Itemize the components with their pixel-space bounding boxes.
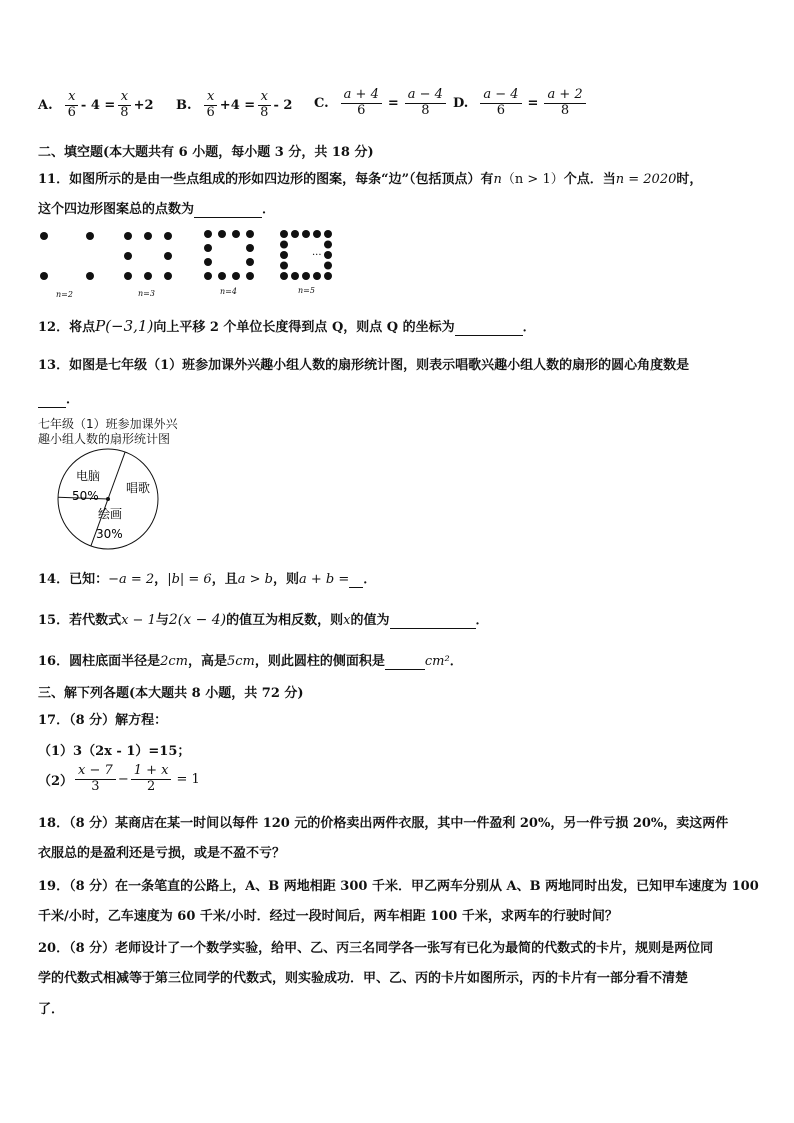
question-16: 16．圆柱底面半径是2cm，高是5cm，则此圆柱的侧面积是 cm²． bbox=[38, 654, 463, 669]
answer-blank[interactable] bbox=[38, 392, 66, 408]
option-label: A. bbox=[38, 97, 53, 113]
fraction: $\frac{a + 4}{6}$ bbox=[341, 88, 382, 119]
question-17-part2: （2） $\frac{x - 7}{3}$ − $\frac{1 + x}{2}$ = 1 bbox=[38, 763, 200, 794]
slice-value-computer: 50% bbox=[72, 489, 99, 503]
operator: - 4 = bbox=[80, 97, 116, 113]
answer-blank[interactable] bbox=[455, 320, 523, 336]
pie-center bbox=[106, 497, 110, 501]
question-19: 19．（8 分）在一条笔直的公路上，A、B 两地相距 300 千米．甲乙两车分别从 A、B 两地同时出发，已知甲车速度为 100 bbox=[38, 879, 759, 894]
question-19-line2: 千米/小时，乙车速度为 60 千米/小时．经过一段时间后，两车相距 100 千米，求两车的行驶时间？ bbox=[38, 909, 618, 924]
question-14: 14．已知：−a = 2，|b| = 6，且a > b，则a + b = ． bbox=[38, 572, 377, 587]
fraction: $\frac{a + 2}{8}$ bbox=[544, 88, 585, 119]
option-a bbox=[38, 90, 154, 121]
question-11: 11．如图所示的是由一些点组成的形如四边形的图案，每条“边”（包括顶点）有n（n > 1）个点．当n = 2020时， bbox=[38, 172, 703, 187]
option-label: D. bbox=[453, 95, 469, 111]
option-label: C. bbox=[314, 95, 329, 111]
option-c bbox=[314, 88, 448, 119]
answer-blank[interactable] bbox=[194, 202, 262, 218]
operator: = bbox=[387, 95, 399, 111]
section-heading: 二、填空题(本大题共有 6 小题，每小题 3 分，共 18 分) bbox=[38, 145, 374, 160]
slice-label-computer: 电脑 bbox=[76, 469, 101, 483]
fraction: $\frac{x}{8}$ bbox=[117, 90, 131, 121]
question-18-line2: 衣服总的是盈利还是亏损，或是不盈不亏？ bbox=[38, 846, 286, 861]
ellipsis: ··· bbox=[312, 250, 322, 261]
chart-title: 七年级（1）班参加课外兴 趣小组人数的扇形统计图 bbox=[38, 417, 178, 446]
fraction: $\frac{x}{8}$ bbox=[257, 90, 271, 121]
question-20-line2: 学的代数式相减等于第三位同学的代数式，则实验成功．甲、乙、丙的卡片如图所示，丙的卡片有一部分看不清楚 bbox=[38, 971, 689, 986]
fraction: $\frac{x - 7}{3}$ bbox=[75, 764, 116, 795]
pattern-label: n=3 bbox=[138, 289, 155, 298]
slice-value-painting: 30% bbox=[96, 527, 123, 541]
operator: = bbox=[527, 95, 539, 111]
pattern-label: n=4 bbox=[220, 287, 237, 296]
section-heading: 三、解下列各题(本大题共 8 小题，共 72 分) bbox=[38, 686, 304, 701]
question-17-title: 17．（8 分）解方程： bbox=[38, 713, 168, 728]
answer-blank[interactable] bbox=[385, 654, 425, 670]
fraction: $\frac{x}{6}$ bbox=[204, 90, 218, 121]
pattern-label: n=2 bbox=[56, 290, 73, 299]
operator: - 2 bbox=[273, 97, 293, 113]
fraction: $\frac{a - 4}{6}$ bbox=[480, 88, 521, 119]
question-20-line3: 了． bbox=[38, 1002, 65, 1017]
fraction: $\frac{a - 4}{8}$ bbox=[405, 88, 446, 119]
option-d bbox=[453, 88, 588, 119]
pie-chart bbox=[56, 448, 168, 560]
question-15: 15．若代数式x − 1与2(x − 4)的值互为相反数，则x的值为 ． bbox=[38, 612, 489, 628]
slice-label-singing: 唱歌 bbox=[126, 481, 151, 495]
question-20: 20．（8 分）老师设计了一个数学实验，给甲、乙、丙三名同学各一张写有已化为最简的代数式的卡片，规则是两位同 bbox=[38, 941, 714, 956]
answer-blank[interactable] bbox=[349, 572, 363, 588]
answer-blank[interactable] bbox=[390, 613, 476, 629]
question-18: 18．（8 分）某商店在某一时间以每件 120 元的价格卖出两件衣服，其中一件盈利 20%，另一件亏损 20%，卖这两件 bbox=[38, 816, 729, 831]
fraction: $\frac{1 + x}{2}$ bbox=[131, 764, 172, 795]
option-label: B. bbox=[176, 97, 192, 113]
operator: +2 bbox=[133, 97, 154, 113]
option-b bbox=[176, 90, 292, 121]
question-13: 13．如图是七年级（1）班参加课外兴趣小组人数的扇形统计图，则表示唱歌兴趣小组人数的扇形的圆心角度数是 bbox=[38, 358, 690, 373]
question-13-line2: ． bbox=[38, 388, 79, 408]
slice-label-painting: 绘画 bbox=[98, 507, 123, 521]
question-17-part1: （1）3（2x - 1）=15； bbox=[38, 744, 191, 759]
question-11-line2: 这个四边形图案总的点数为 ． bbox=[38, 202, 276, 217]
fraction: $\frac{x}{6}$ bbox=[65, 90, 79, 121]
pattern-label: n=5 bbox=[298, 286, 315, 295]
operator: +4 = bbox=[219, 97, 256, 113]
question-12: 12．将点P(−3,1)向上平移 2 个单位长度得到点 Q，则点 Q 的坐标为 ． bbox=[38, 317, 536, 335]
